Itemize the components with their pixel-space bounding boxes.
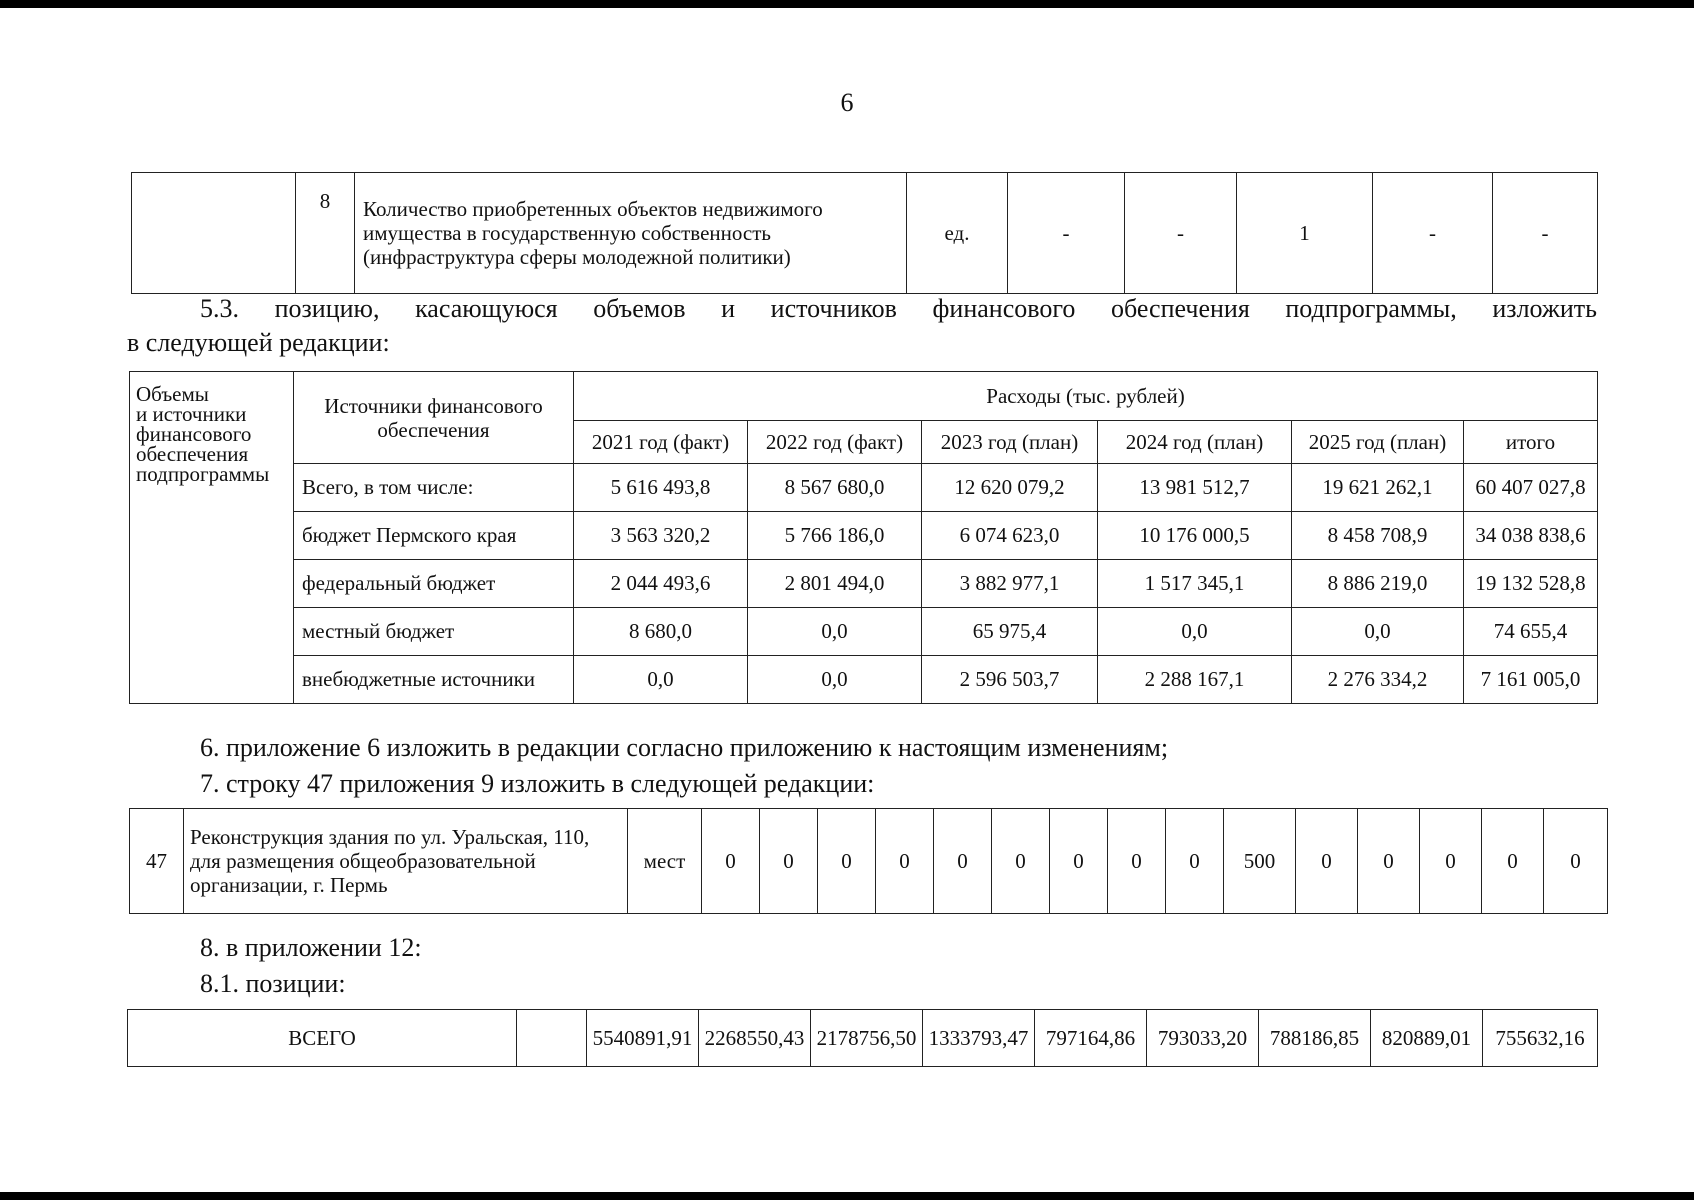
page-number: 6 xyxy=(840,88,854,117)
label-line: финансового xyxy=(136,422,252,446)
value-cell: 0 xyxy=(1050,809,1108,914)
label-line: подпрограммы xyxy=(136,462,270,486)
value-cell: 0,0 xyxy=(1292,608,1464,656)
value-cell: - xyxy=(1125,173,1237,294)
year-header: 2025 год (план) xyxy=(1292,421,1464,464)
value-cell: 0 xyxy=(702,809,760,914)
value-cell: 19 132 528,8 xyxy=(1464,560,1598,608)
value-cell: 0 xyxy=(818,809,876,914)
value-cell: 5 616 493,8 xyxy=(574,464,748,512)
value-cell: 0 xyxy=(1166,809,1224,914)
value-cell: 65 975,4 xyxy=(922,608,1098,656)
value-cell: 0 xyxy=(760,809,818,914)
table-row xyxy=(130,560,1598,608)
label-line: Объемы xyxy=(136,382,209,406)
paragraph-6: 6. приложение 6 изложить в редакции согласно приложению к настоящим изменениям; xyxy=(200,733,1169,762)
table-row xyxy=(132,173,1598,294)
row-unit: мест xyxy=(628,809,702,914)
value-cell: 0 xyxy=(1482,809,1544,914)
year-header: 2024 год (план) xyxy=(1098,421,1292,464)
source-label: местный бюджет xyxy=(294,608,574,656)
value-cell: 13 981 512,7 xyxy=(1098,464,1292,512)
value-cell: - xyxy=(1373,173,1493,294)
value-cell: 6 074 623,0 xyxy=(922,512,1098,560)
row-unit: ед. xyxy=(907,173,1008,294)
row-number: 8 xyxy=(296,173,355,294)
value-cell: 0 xyxy=(992,809,1050,914)
value-cell: 2 276 334,2 xyxy=(1292,656,1464,704)
sources-header xyxy=(294,372,574,464)
value-cell: 19 621 262,1 xyxy=(1292,464,1464,512)
year-header: 2023 год (план) xyxy=(922,421,1098,464)
paragraph-5-3-line2: в следующей редакции: xyxy=(127,328,390,357)
table-row xyxy=(130,464,1598,512)
value-cell: 2 044 493,6 xyxy=(574,560,748,608)
value-cell: 0 xyxy=(1544,809,1608,914)
source-label: федеральный бюджет xyxy=(294,560,574,608)
year-header: 2021 год (факт) xyxy=(574,421,748,464)
value-cell: - xyxy=(1493,173,1598,294)
description-line: для размещения общеобразовательной xyxy=(190,849,536,873)
description-line: Реконструкция здания по ул. Уральская, 110, xyxy=(190,825,590,849)
header-row xyxy=(130,372,1598,421)
table-row xyxy=(130,512,1598,560)
value-cell: - xyxy=(1008,173,1125,294)
value-cell: 8 680,0 xyxy=(574,608,748,656)
value-cell: 8 567 680,0 xyxy=(748,464,922,512)
value-cell: 7 161 005,0 xyxy=(1464,656,1598,704)
table-row xyxy=(130,656,1598,704)
paragraph-8-1: 8.1. позиции: xyxy=(200,969,346,998)
label-line: обеспечения xyxy=(136,442,249,466)
value-cell: 12 620 079,2 xyxy=(922,464,1098,512)
table-acquired-objects xyxy=(131,172,1598,294)
value-cell: 1 517 345,1 xyxy=(1098,560,1292,608)
value-cell: 793033,20 xyxy=(1147,1010,1259,1067)
value-cell: 8 886 219,0 xyxy=(1292,560,1464,608)
value-cell: 3 563 320,2 xyxy=(574,512,748,560)
value-cell: 0 xyxy=(1420,809,1482,914)
table-row xyxy=(130,809,1608,914)
value-cell: 3 882 977,1 xyxy=(922,560,1098,608)
value-cell: 5540891,91 xyxy=(587,1010,699,1067)
table-financing xyxy=(129,371,1598,704)
description-line: имущества в государственную собственность xyxy=(363,221,771,245)
table-total xyxy=(127,1009,1598,1067)
value-cell: 2 801 494,0 xyxy=(748,560,922,608)
table-row xyxy=(130,608,1598,656)
source-label: Всего, в том числе: xyxy=(294,464,574,512)
source-label: внебюджетные источники xyxy=(294,656,574,704)
paragraph-7: 7. строку 47 приложения 9 изложить в следующей редакции: xyxy=(200,769,875,798)
volumes-and-sources-label xyxy=(130,372,294,704)
row-number: 47 xyxy=(130,809,184,914)
value-cell: 788186,85 xyxy=(1259,1010,1371,1067)
value-cell: 34 038 838,6 xyxy=(1464,512,1598,560)
scan-bottom-border xyxy=(0,1192,1694,1200)
paragraph-8: 8. в приложении 12: xyxy=(200,933,422,962)
paragraph-5-3-line1: 5.3. позицию, касающуюся объемов и источников финансового обеспечения подпрограммы, изложить xyxy=(200,294,1597,323)
value-cell: 2 596 503,7 xyxy=(922,656,1098,704)
description-line: Количество приобретенных объектов недвижимого xyxy=(363,197,823,221)
value-cell: 1333793,47 xyxy=(923,1010,1035,1067)
value-cell: 10 176 000,5 xyxy=(1098,512,1292,560)
row-description xyxy=(184,809,628,914)
row-description xyxy=(355,173,907,294)
value-cell: 500 xyxy=(1224,809,1296,914)
value-cell: 5 766 186,0 xyxy=(748,512,922,560)
description-line: организации, г. Пермь xyxy=(190,873,388,897)
value-cell: 755632,16 xyxy=(1483,1010,1598,1067)
value-cell: 0 xyxy=(1358,809,1420,914)
table-row-47 xyxy=(129,808,1608,914)
value-cell: 820889,01 xyxy=(1371,1010,1483,1067)
value-cell: 797164,86 xyxy=(1035,1010,1147,1067)
value-cell: 0 xyxy=(1108,809,1166,914)
empty-cell xyxy=(132,173,296,294)
header-line: обеспечения xyxy=(377,418,490,442)
label-line: и источники xyxy=(136,402,247,426)
table-row xyxy=(128,1010,1598,1067)
empty-cell xyxy=(517,1010,587,1067)
value-cell: 0,0 xyxy=(748,608,922,656)
value-cell: 2178756,50 xyxy=(811,1010,923,1067)
description-line: (инфраструктура сферы молодежной политики) xyxy=(363,245,791,269)
total-label: ВСЕГО xyxy=(128,1010,517,1067)
value-cell: 8 458 708,9 xyxy=(1292,512,1464,560)
value-cell: 1 xyxy=(1237,173,1373,294)
value-cell: 74 655,4 xyxy=(1464,608,1598,656)
scan-top-border xyxy=(0,0,1694,8)
header-line: Источники финансового xyxy=(324,394,543,418)
value-cell: 0 xyxy=(876,809,934,914)
value-cell: 0 xyxy=(934,809,992,914)
source-label: бюджет Пермского края xyxy=(294,512,574,560)
value-cell: 2268550,43 xyxy=(699,1010,811,1067)
value-cell: 0,0 xyxy=(748,656,922,704)
total-header: итого xyxy=(1464,421,1598,464)
expenses-header: Расходы (тыс. рублей) xyxy=(574,372,1598,421)
value-cell: 0,0 xyxy=(574,656,748,704)
value-cell: 0,0 xyxy=(1098,608,1292,656)
value-cell: 60 407 027,8 xyxy=(1464,464,1598,512)
year-header: 2022 год (факт) xyxy=(748,421,922,464)
value-cell: 0 xyxy=(1296,809,1358,914)
value-cell: 2 288 167,1 xyxy=(1098,656,1292,704)
